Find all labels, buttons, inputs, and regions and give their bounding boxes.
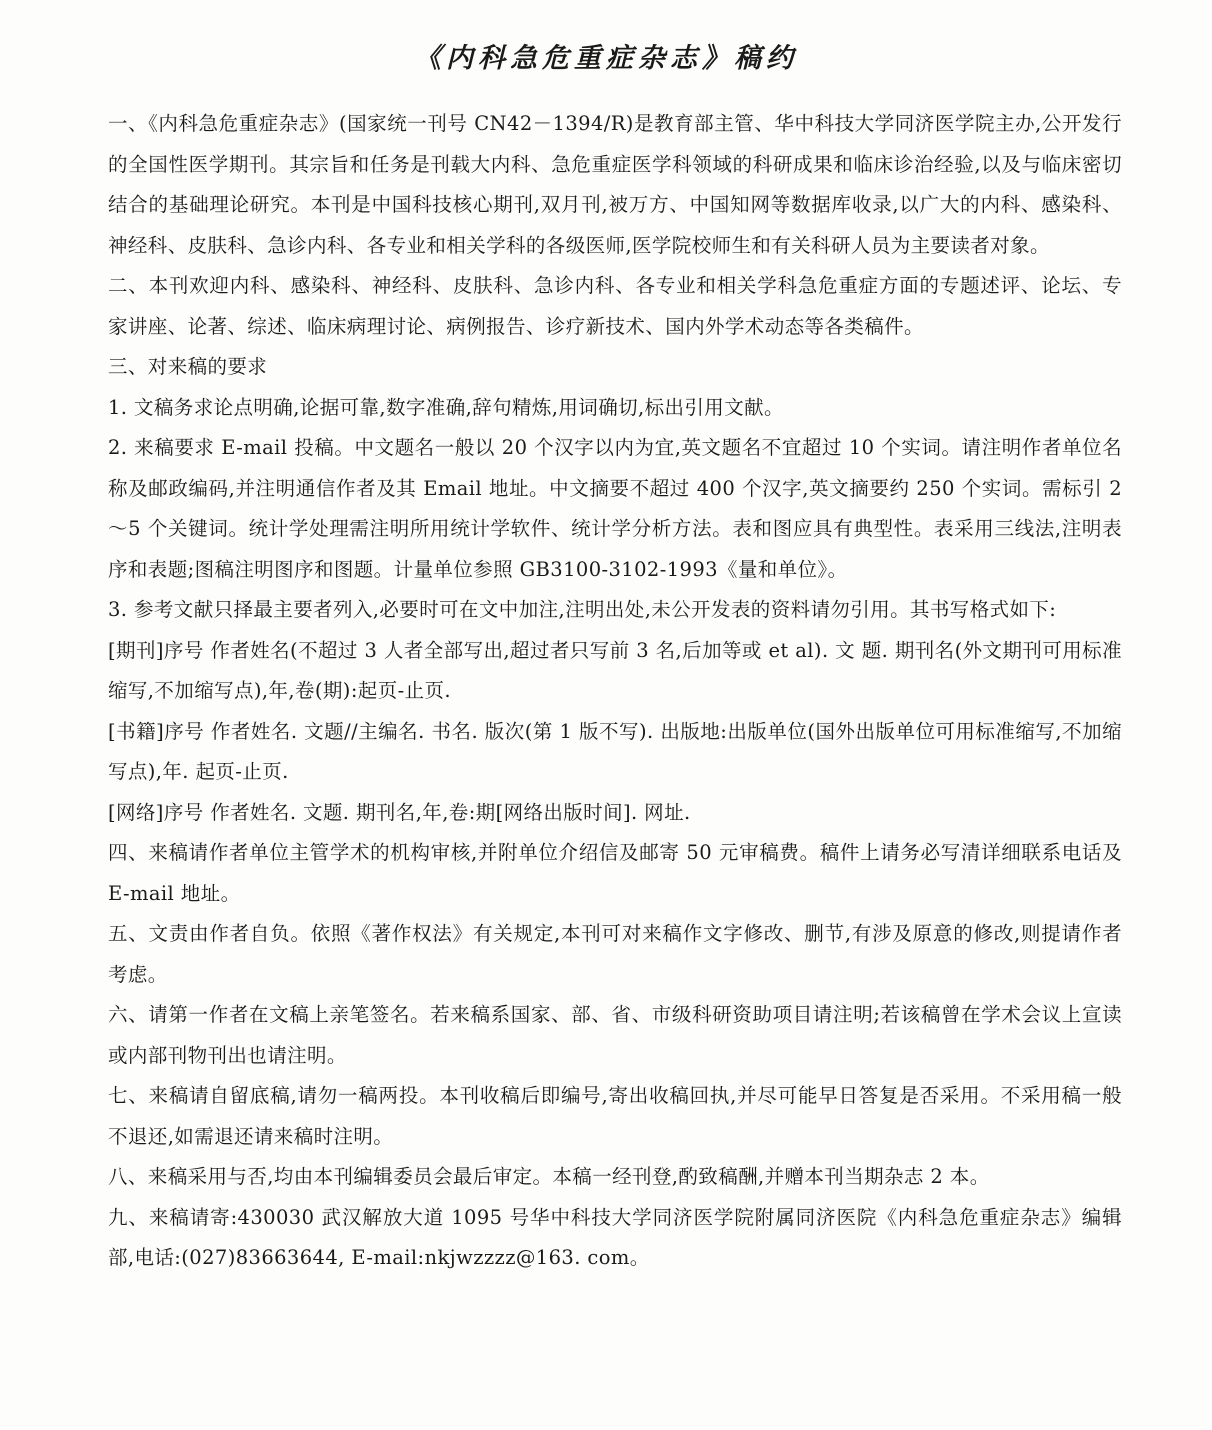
paragraph-8: 八、来稿采用与否,均由本刊编辑委员会最后审定。本稿一经刊登,酌致稿酬,并赠本刊当期杂志 2 本。 <box>108 1165 990 1188</box>
paragraph-7: 七、来稿请自留底稿,请勿一稿两投。本刊收稿后即编号,寄出收稿回执,并尽可能早日答复是否采用。不采用稿一般不退还,如需退还请来稿时注明。 <box>108 1084 1122 1148</box>
document-title: 《内科急危重症杂志》稿约 <box>414 43 798 74</box>
paragraph-6: 六、请第一作者在文稿上亲笔签名。若来稿系国家、部、省、市级科研资助项目请注明;若该稿曾在学术会议上宣读或内部刊物刊出也请注明。 <box>108 1003 1122 1067</box>
requirement-3: 3. 参考文献只择最主要者列入,必要时可在文中加注,注明出处,未公开发表的资料请勿引用。其书写格式如下: <box>108 598 1057 621</box>
paragraph-9-contact: 九、来稿请寄:430030 武汉解放大道 1095 号华中科技大学同济医学院附属同济医院《内科急危重症杂志》编辑部,电话:(027)83663644, E-mail:nkjwzzzz@163. com。 <box>108 1205 1122 1269</box>
requirement-2: 2. 来稿要求 E-mail 投稿。中文题名一般以 20 个汉字以内为宜,英文题名不宜超过 10 个实词。请注明作者单位名称及邮政编码,并注明通信作者及其 Email 地址。中文摘要不超过 400 个汉字,英文摘要约 250 个实词。需标引 2～5 个关键词。统计学处理需注明所用统计学软件、统计学分析方法。表和图应具有典型性。表采用三线法,注明表序和表题;图稿注明图序和图题。计量单位参照 GB3100-3102-1993《量和单位》。 <box>108 436 1122 581</box>
requirement-1: 1. 文稿务求论点明确,论据可靠,数字准确,辞句精炼,用词确切,标出引用文献。 <box>108 395 784 419</box>
paragraph-1: 一、《内科急危重症杂志》(国家统一刊号 CN42－1394/R)是教育部主管、华中科技大学同济医学院主办,公开发行的全国性医学期刊。其宗旨和任务是刊载大内科、急危重症医学科领域的科研成果和临床诊治经验,以及与临床密切结合的基础理论研究。本刊是中国科技核心期刊,双月刊,被万方、中国知网等数据库收录,以广大的内科、感染科、神经科、皮肤科、急诊内科、各专业和相关学科的各级医师,医学院校师生和有关科研人员为主要读者对象。 <box>108 112 1122 257</box>
document-body <box>108 104 1122 1279</box>
paragraph-2: 二、本刊欢迎内科、感染科、神经科、皮肤科、急诊内科、各专业和相关学科急危重症方面的专题述评、论坛、专家讲座、论著、综述、临床病理讨论、病例报告、诊疗新技术、国内外学术动态等各类稿件。 <box>108 274 1122 338</box>
reference-format-book: [书籍]序号 作者姓名. 文题//主编名. 书名. 版次(第 1 版不写). 出版地:出版单位(国外出版单位可用标准缩写,不加缩写点),年. 起页-止页. <box>108 719 1122 783</box>
section-heading-requirements: 三、对来稿的要求 <box>108 355 268 378</box>
paragraph-5: 五、文责由作者自负。依照《著作权法》有关规定,本刊可对来稿作文字修改、删节,有涉及原意的修改,则提请作者考虑。 <box>108 922 1122 986</box>
paragraph-4: 四、来稿请作者单位主管学术的机构审核,并附单位介绍信及邮寄 50 元审稿费。稿件上请务必写清详细联系电话及 E-mail 地址。 <box>108 841 1122 905</box>
reference-format-journal: [期刊]序号 作者姓名(不超过 3 人者全部写出,超过者只写前 3 名,后加等或 et al). 文 题. 期刊名(外文期刊可用标准缩写,不加缩写点),年,卷(期):起页-止页. <box>108 638 1122 702</box>
reference-format-web: [网络]序号 作者姓名. 文题. 期刊名,年,卷:期[网络出版时间]. 网址. <box>108 800 691 824</box>
